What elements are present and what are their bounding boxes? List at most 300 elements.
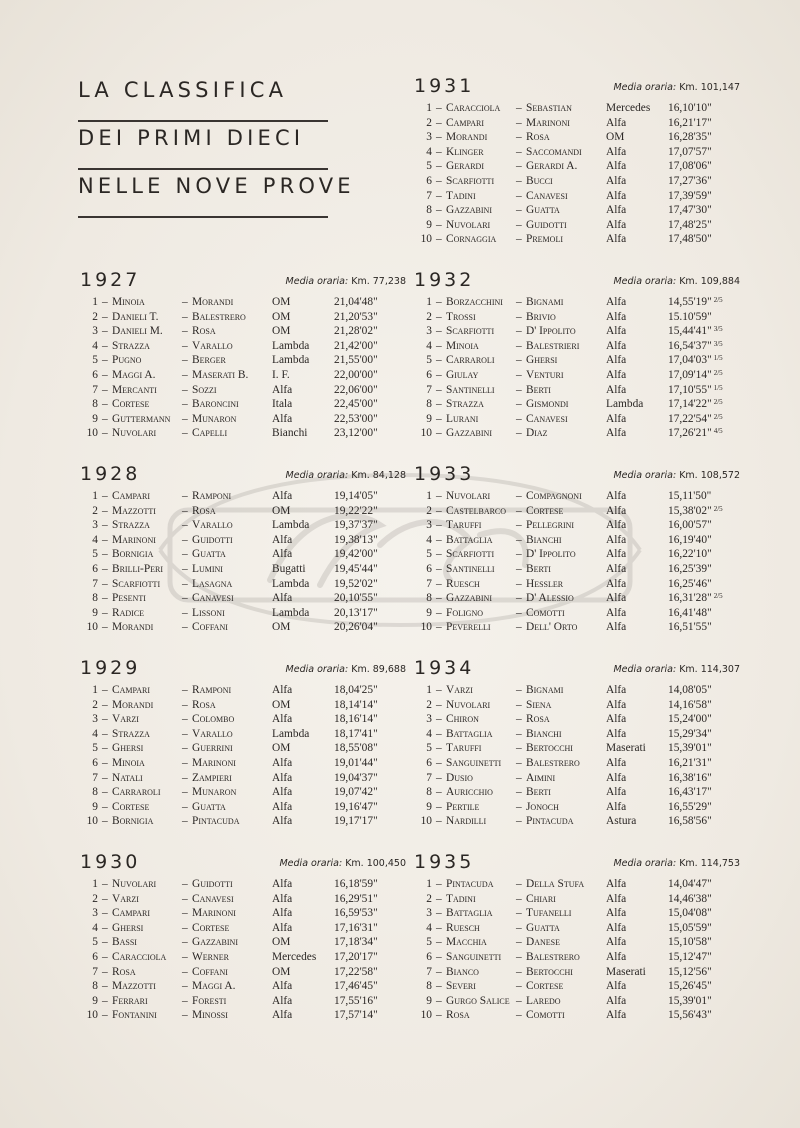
media-label: Media oraria:	[613, 82, 677, 93]
codriver-name: Dell' Orto	[526, 621, 578, 634]
codriver-name: Rosa	[192, 325, 216, 338]
car-make: OM	[272, 504, 291, 517]
finish-time: 17,55'16"	[334, 994, 378, 1007]
dash: –	[516, 174, 522, 187]
codriver-name: D' Ippolito	[526, 548, 576, 561]
driver-name: Caracciola	[112, 950, 167, 963]
car-make: Lambda	[272, 606, 310, 619]
finish-time: 17,57'14"	[334, 1009, 378, 1022]
year-label: 1928	[80, 463, 141, 485]
driver-name: Foligno	[446, 606, 483, 619]
dash: –	[516, 160, 522, 173]
dash: –	[516, 368, 522, 381]
codriver-name: Lasagna	[192, 577, 233, 590]
result-row	[78, 592, 406, 607]
dash: –	[516, 398, 522, 411]
codriver-name: Guatta	[192, 800, 226, 813]
car-make: Alfa	[606, 189, 627, 202]
finish-time: 18,14'14"	[334, 698, 378, 711]
codriver-name: D' Ippolito	[526, 325, 576, 338]
codriver-name: Sebastian	[526, 102, 572, 114]
dash: –	[182, 936, 188, 949]
dash: –	[516, 684, 522, 696]
result-row	[412, 936, 740, 951]
position-number: 7	[426, 577, 432, 590]
driver-name: Battaglia	[446, 907, 493, 920]
driver-name: Pesenti	[112, 592, 146, 605]
codriver-name: Sozzi	[192, 383, 217, 396]
driver-name: Dusio	[446, 771, 473, 784]
position-number: 8	[92, 786, 98, 799]
codriver-name: Chiari	[526, 892, 556, 905]
position-number: 9	[426, 218, 432, 231]
dash: –	[436, 878, 442, 890]
results-list	[78, 878, 406, 1024]
dash: –	[436, 504, 442, 517]
dash: –	[102, 519, 108, 532]
position-number: 9	[426, 412, 432, 425]
dash: –	[516, 727, 522, 740]
driver-name: Minoia	[112, 756, 145, 769]
position-number: 9	[92, 800, 98, 813]
finish-time: 20,10'55"	[334, 592, 378, 605]
finish-time: 14,16'58"	[668, 698, 712, 711]
position-number: 8	[426, 980, 432, 993]
car-make: Alfa	[272, 1009, 293, 1022]
codriver-name: Tufanelli	[526, 907, 572, 920]
dash: –	[436, 592, 442, 605]
codriver-name: Della Stufa	[526, 878, 585, 890]
codriver-name: Guerrini	[192, 742, 233, 755]
car-make: Alfa	[272, 878, 293, 890]
car-make: Alfa	[606, 1009, 627, 1022]
finish-time: 21,42'00"	[334, 339, 378, 352]
position-number: 8	[426, 786, 432, 799]
result-row	[412, 713, 740, 728]
position-number: 8	[426, 398, 432, 411]
finish-time: 15,04'08"	[668, 907, 712, 920]
codriver-name: Compagnoni	[526, 490, 582, 502]
result-row	[412, 354, 740, 369]
driver-name: Gazzabini	[446, 592, 492, 605]
finish-time: 17,07'57"	[668, 145, 712, 158]
driver-name: Auricchio	[446, 786, 493, 799]
dash: –	[436, 398, 442, 411]
dash: –	[182, 756, 188, 769]
finish-time: 21,28'02"	[334, 325, 378, 338]
position-number: 5	[92, 354, 98, 367]
dash: –	[182, 771, 188, 784]
position-number: 3	[92, 325, 98, 338]
dash: –	[102, 713, 108, 726]
dash: –	[102, 1009, 108, 1022]
car-make: Alfa	[606, 160, 627, 173]
car-make: Alfa	[606, 427, 627, 440]
position-number: 9	[92, 412, 98, 425]
finish-time: 21,20'53"	[334, 310, 378, 323]
codriver-name: Werner	[192, 950, 229, 963]
finish-time: 15,38'02" 2/5	[668, 504, 723, 517]
media-value: Km. 89,688	[351, 664, 406, 675]
dash: –	[182, 980, 188, 993]
result-row	[412, 102, 740, 117]
dash: –	[182, 577, 188, 590]
dash: –	[436, 965, 442, 978]
dash: –	[516, 310, 522, 323]
result-row	[78, 757, 406, 772]
dash: –	[182, 490, 188, 502]
car-make: Lambda	[272, 519, 310, 532]
driver-name: Nuvolari	[446, 218, 491, 231]
codriver-name: Morandi	[192, 296, 234, 308]
year-block-1929	[78, 657, 406, 830]
driver-name: Guttermann	[112, 412, 171, 425]
position-number: 1	[92, 490, 98, 502]
result-row	[78, 922, 406, 937]
dash: –	[102, 950, 108, 963]
car-make: Alfa	[272, 412, 293, 425]
driver-name: Cornaggia	[446, 233, 497, 246]
driver-name: Mercanti	[112, 383, 157, 396]
codriver-name: Gismondi	[526, 398, 569, 411]
dash: –	[516, 698, 522, 711]
driver-name: Rosa	[446, 1009, 470, 1022]
media-oraria	[613, 858, 740, 869]
position-number: 6	[92, 368, 98, 381]
finish-time: 16,38'16"	[668, 771, 712, 784]
dash: –	[102, 994, 108, 1007]
position-number: 2	[92, 504, 98, 517]
position-number: 2	[426, 116, 432, 129]
finish-time: 17,39'59"	[668, 189, 712, 202]
car-make: Alfa	[606, 950, 627, 963]
dash: –	[102, 383, 108, 396]
result-row	[78, 505, 406, 520]
car-make: Alfa	[272, 994, 293, 1007]
dash: –	[436, 102, 442, 114]
position-number: 2	[92, 892, 98, 905]
title-line-3: NELLE NOVE PROVE	[78, 170, 328, 218]
dash: –	[516, 548, 522, 561]
codriver-name: Marinoni	[526, 116, 570, 129]
position-number: 4	[92, 921, 98, 934]
year-label: 1932	[414, 269, 475, 291]
dash: –	[516, 296, 522, 308]
driver-name: Pugno	[112, 354, 142, 367]
result-row	[412, 311, 740, 326]
dash: –	[436, 713, 442, 726]
driver-name: Castelbarco	[446, 504, 507, 517]
dash: –	[182, 800, 188, 813]
codriver-name: Danese	[526, 936, 561, 949]
finish-time: 16,58'56"	[668, 815, 712, 828]
media-label: Media oraria:	[613, 276, 677, 287]
position-number: 6	[426, 950, 432, 963]
dash: –	[102, 684, 108, 696]
car-make: OM	[272, 621, 291, 634]
car-make: Alfa	[606, 339, 627, 352]
dash: –	[516, 800, 522, 813]
car-make: Mercedes	[606, 102, 651, 114]
car-make: Bianchi	[272, 427, 308, 440]
codriver-name: Guidotti	[192, 878, 233, 890]
position-number: 2	[92, 698, 98, 711]
position-number: 6	[426, 756, 432, 769]
media-oraria	[613, 276, 740, 287]
dash: –	[436, 533, 442, 546]
dash: –	[436, 490, 442, 502]
dash: –	[516, 771, 522, 784]
driver-name: Mazzotti	[112, 504, 156, 517]
codriver-name: Berti	[526, 786, 551, 799]
position-number: 1	[426, 684, 432, 696]
car-make: Alfa	[272, 771, 293, 784]
dash: –	[182, 398, 188, 411]
car-make: Alfa	[606, 698, 627, 711]
driver-name: Nardilli	[446, 815, 487, 828]
position-number: 10	[420, 1009, 432, 1022]
result-row	[78, 995, 406, 1010]
result-row	[78, 699, 406, 714]
media-value: Km. 100,450	[345, 858, 406, 869]
dash: –	[436, 936, 442, 949]
result-row	[412, 980, 740, 995]
dash: –	[436, 383, 442, 396]
dash: –	[436, 189, 442, 202]
year-label: 1934	[414, 657, 475, 679]
finish-time: 17,08'06"	[668, 160, 712, 173]
driver-name: Strazza	[112, 339, 150, 352]
result-row	[412, 296, 740, 311]
result-row	[78, 786, 406, 801]
media-label: Media oraria:	[613, 858, 677, 869]
position-number: 10	[420, 233, 432, 246]
position-number: 6	[92, 950, 98, 963]
finish-time: 14,04'47"	[668, 878, 712, 890]
finish-time: 16,25'46"	[668, 577, 712, 590]
result-row	[412, 951, 740, 966]
finish-time: 19,22'22"	[334, 504, 378, 517]
codriver-name: Rosa	[192, 698, 216, 711]
result-row	[78, 742, 406, 757]
car-make: Alfa	[272, 921, 293, 934]
dash: –	[436, 368, 442, 381]
driver-name: Taruffi	[446, 519, 482, 532]
dash: –	[102, 577, 108, 590]
driver-name: Strazza	[446, 398, 484, 411]
dash: –	[102, 965, 108, 978]
codriver-name: D' Alessio	[526, 592, 574, 605]
dash: –	[102, 562, 108, 575]
driver-name: Cortese	[112, 800, 150, 813]
dash: –	[182, 727, 188, 740]
car-make: Alfa	[606, 490, 627, 502]
finish-time: 17,48'50"	[668, 233, 712, 246]
driver-name: Morandi	[112, 621, 154, 634]
finish-time: 16,21'17"	[668, 116, 712, 129]
result-row	[78, 878, 406, 893]
codriver-name: Rosa	[526, 131, 550, 144]
car-make: Alfa	[606, 504, 627, 517]
finish-time: 16,25'39"	[668, 562, 712, 575]
dash: –	[102, 310, 108, 323]
dash: –	[516, 325, 522, 338]
dash: –	[516, 606, 522, 619]
codriver-name: Diaz	[526, 427, 548, 440]
dash: –	[516, 994, 522, 1007]
dash: –	[102, 296, 108, 308]
codriver-name: Maggi A.	[192, 980, 236, 993]
dash: –	[436, 412, 442, 425]
results-list	[78, 490, 406, 636]
finish-time: 17,16'31"	[334, 921, 378, 934]
dash: –	[102, 815, 108, 828]
driver-name: Natali	[112, 771, 143, 784]
car-make: Alfa	[606, 174, 627, 187]
dash: –	[516, 116, 522, 129]
codriver-name: Bianchi	[526, 533, 562, 546]
media-label: Media oraria:	[613, 664, 677, 675]
codriver-name: Guidotti	[192, 533, 233, 546]
position-number: 10	[420, 815, 432, 828]
finish-time: 14,08'05"	[668, 684, 712, 696]
position-number: 3	[92, 907, 98, 920]
dash: –	[102, 727, 108, 740]
dash: –	[516, 878, 522, 890]
dash: –	[436, 145, 442, 158]
codriver-name: Guatta	[526, 921, 560, 934]
dash: –	[436, 218, 442, 231]
dash: –	[436, 131, 442, 144]
driver-name: Pertile	[446, 800, 480, 813]
dash: –	[436, 815, 442, 828]
media-oraria	[613, 664, 740, 675]
driver-name: Ferrari	[112, 994, 148, 1007]
result-row	[412, 563, 740, 578]
codriver-name: Canavesi	[192, 592, 234, 605]
codriver-name: Bertocchi	[526, 742, 573, 755]
codriver-name: Coffani	[192, 965, 228, 978]
year-label: 1929	[80, 657, 141, 679]
codriver-name: Varallo	[192, 519, 233, 532]
codriver-name: Marinoni	[192, 756, 236, 769]
position-number: 9	[426, 606, 432, 619]
dash: –	[516, 233, 522, 246]
dash: –	[182, 1009, 188, 1022]
media-value: Km. 84,128	[351, 470, 406, 481]
car-make: Alfa	[272, 713, 293, 726]
finish-time: 16,59'53"	[334, 907, 378, 920]
dash: –	[182, 815, 188, 828]
codriver-name: Laredo	[526, 994, 561, 1007]
dash: –	[436, 519, 442, 532]
result-row	[412, 233, 740, 248]
position-number: 9	[92, 606, 98, 619]
result-row	[412, 219, 740, 234]
dash: –	[516, 756, 522, 769]
result-row	[78, 384, 406, 399]
year-label: 1930	[80, 851, 141, 873]
car-make: OM	[272, 698, 291, 711]
driver-name: Minoia	[446, 339, 479, 352]
car-make: Bugatti	[272, 562, 306, 575]
driver-name: Sanguinetti	[446, 756, 502, 769]
finish-time: 22,06'00"	[334, 383, 378, 396]
year-header	[78, 657, 406, 682]
driver-name: Mazzotti	[112, 980, 156, 993]
codriver-name: Varallo	[192, 339, 233, 352]
finish-time: 16,29'51"	[334, 892, 378, 905]
dash: –	[436, 562, 442, 575]
position-number: 4	[92, 339, 98, 352]
driver-name: Danieli M.	[112, 325, 163, 338]
driver-name: Strazza	[112, 519, 150, 532]
result-row	[412, 548, 740, 563]
dash: –	[102, 325, 108, 338]
car-make: OM	[272, 742, 291, 755]
codriver-name: Cortese	[526, 504, 564, 517]
finish-time: 19,42'00"	[334, 548, 378, 561]
finish-time: 15.10'59"	[668, 310, 712, 323]
position-number: 7	[92, 577, 98, 590]
finish-time: 19,16'47"	[334, 800, 378, 813]
codriver-name: Berti	[526, 562, 551, 575]
result-row	[412, 175, 740, 190]
dash: –	[516, 742, 522, 755]
dash: –	[102, 980, 108, 993]
dash: –	[516, 339, 522, 352]
dash: –	[182, 994, 188, 1007]
media-value: Km. 108,572	[679, 470, 740, 481]
codriver-name: Capelli	[192, 427, 228, 440]
dash: –	[102, 771, 108, 784]
result-row	[412, 190, 740, 205]
results-list	[412, 296, 740, 442]
codriver-name: Maserati B.	[192, 368, 249, 381]
result-row	[412, 757, 740, 772]
position-number: 7	[92, 383, 98, 396]
car-make: Alfa	[606, 233, 627, 246]
car-make: Alfa	[606, 577, 627, 590]
driver-name: Varzi	[112, 713, 139, 726]
results-list	[412, 490, 740, 636]
dash: –	[516, 383, 522, 396]
codriver-name: Premoli	[526, 233, 563, 246]
codriver-name: Siena	[526, 698, 552, 711]
finish-time: 20,26'04"	[334, 621, 378, 634]
driver-name: Rosa	[112, 965, 136, 978]
position-number: 7	[426, 189, 432, 202]
car-make: Alfa	[606, 936, 627, 949]
driver-name: Gurgo Salice	[446, 994, 510, 1007]
dash: –	[182, 519, 188, 532]
car-make: Alfa	[272, 383, 293, 396]
car-make: Alfa	[272, 892, 293, 905]
finish-time: 15,11'50"	[668, 490, 712, 502]
car-make: Lambda	[272, 727, 310, 740]
finish-time: 15,56'43"	[668, 1009, 712, 1022]
dash: –	[516, 204, 522, 217]
position-number: 3	[426, 325, 432, 338]
driver-name: Bassi	[112, 936, 137, 949]
car-make: Alfa	[606, 383, 627, 396]
result-row	[78, 534, 406, 549]
car-make: Alfa	[606, 368, 627, 381]
result-row	[412, 534, 740, 549]
finish-time: 16,51'55"	[668, 621, 712, 634]
result-row	[78, 907, 406, 922]
dash: –	[182, 296, 188, 308]
